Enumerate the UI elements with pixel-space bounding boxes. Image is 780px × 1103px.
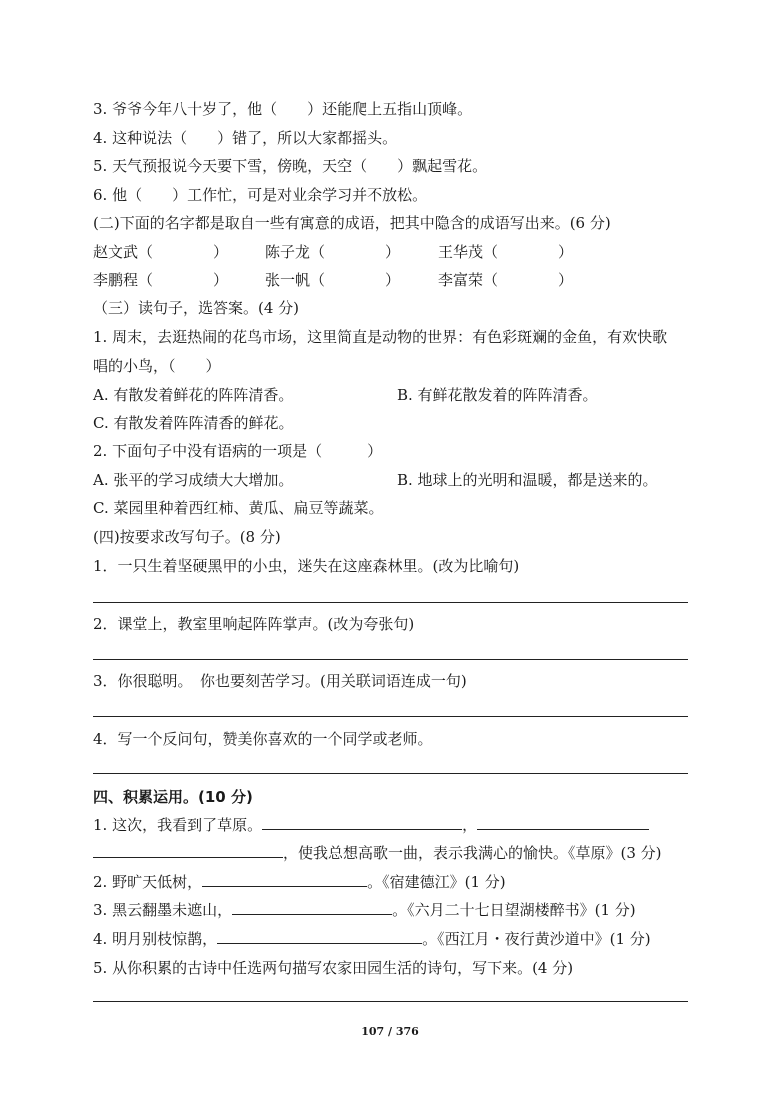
accum-q1-start: 1. 这次，我看到了草原。: [93, 816, 263, 834]
answer-line[interactable]: [93, 716, 688, 717]
name-item: 李鹏程（ ）: [93, 271, 229, 289]
name-item: 张一帆（ ）: [265, 271, 401, 289]
fill-blank[interactable]: [232, 900, 392, 915]
accum-q4-start: 4. 明月别枝惊鹊，: [93, 930, 218, 948]
accum-q4-end: 。《西江月・夜行黄沙道中》(1 分): [422, 930, 651, 948]
accum-q4: [93, 929, 651, 949]
fill-blank[interactable]: [217, 929, 422, 944]
option-c: C. 有散发着阵阵清香的鲜花。: [93, 414, 294, 432]
fill-item-3: 3. 爷爷今年八十岁了，他（ ）还能爬上五指山顶峰。: [93, 100, 473, 118]
accum-q5: 5. 从你积累的古诗中任选两句描写农家田园生活的诗句，写下来。(4 分): [93, 959, 574, 977]
fill-item-6: 6. 他（ ）工作忙，可是对业余学习并不放松。: [93, 186, 428, 204]
rewrite-item-4: 4．写一个反问句，赞美你喜欢的一个同学或老师。: [93, 730, 433, 748]
answer-line[interactable]: [93, 773, 688, 774]
option-a: A. 有散发着鲜花的阵阵清香。: [93, 386, 294, 404]
option-b: B. 有鲜花散发着的阵阵清香。: [397, 386, 598, 404]
rewrite-item-2: 2．课堂上，教室里响起阵阵掌声。(改为夸张句): [93, 615, 415, 633]
fill-item-4: 4. 这种说法（ ）错了，所以大家都摇头。: [93, 129, 398, 147]
accum-q3: [93, 900, 636, 920]
comma: ，: [462, 816, 478, 834]
name-item: 李富荣（ ）: [438, 271, 574, 289]
accum-q3-start: 3. 黑云翻墨未遮山，: [93, 901, 233, 919]
part4-title: (四)按要求改写句子。(8 分): [93, 528, 281, 546]
fill-blank[interactable]: [93, 843, 283, 858]
accum-q2-start: 2. 野旷天低树，: [93, 873, 203, 891]
name-item: 赵文武（ ）: [93, 243, 229, 261]
part3-q1-line1: 1. 周末，去逛热闹的花鸟市场，这里简直是动物的世界：有色彩斑斓的金鱼，有欢快歌: [93, 328, 668, 346]
name-item: 陈子龙（ ）: [265, 243, 401, 261]
part2-title: (二)下面的名字都是取自一些有寓意的成语，把其中隐含的成语写出来。(6 分): [93, 214, 611, 232]
name-item: 王华茂（ ）: [438, 243, 574, 261]
accum-q2-end: 。《宿建德江》(1 分): [367, 873, 506, 891]
fill-item-5: 5. 天气预报说今天要下雪，傍晚，天空（ ）飘起雪花。: [93, 157, 488, 175]
part3-title: （三）读句子，选答案。(4 分): [93, 299, 300, 317]
part3-q2: 2. 下面句子中没有语病的一项是（ ）: [93, 442, 383, 460]
accum-q1: [93, 815, 649, 835]
fill-blank[interactable]: [262, 815, 462, 830]
accum-q3-end: 。《六月二十七日望湖楼醉书》(1 分): [392, 901, 636, 919]
fill-blank[interactable]: [477, 815, 649, 830]
rewrite-item-1: 1．一只生着坚硬黑甲的小虫，迷失在这座森林里。(改为比喻句): [93, 557, 520, 575]
page-number: 107 / 376: [361, 1025, 419, 1038]
answer-line[interactable]: [93, 602, 688, 603]
answer-line[interactable]: [93, 1001, 688, 1002]
accum-q1-end: ，使我总想高歌一曲，表示我满心的愉快。《草原》(3 分): [283, 844, 662, 862]
option-c: C. 菜园里种着西红柿、黄瓜、扁豆等蔬菜。: [93, 499, 384, 517]
option-b: B. 地球上的光明和温暖，都是送来的。: [397, 471, 658, 489]
fill-blank[interactable]: [202, 872, 367, 887]
answer-line[interactable]: [93, 659, 688, 660]
option-a: A. 张平的学习成绩大大增加。: [93, 471, 294, 489]
part3-q1-line2: 唱的小鸟，（ ）: [93, 357, 221, 375]
rewrite-item-3: 3．你很聪明。 你也要刻苦学习。(用关联词语连成一句): [93, 672, 467, 690]
accum-q2: [93, 872, 506, 892]
accum-q1-cont: [93, 843, 662, 863]
section4-title: 四、积累运用。(10 分): [93, 788, 253, 806]
